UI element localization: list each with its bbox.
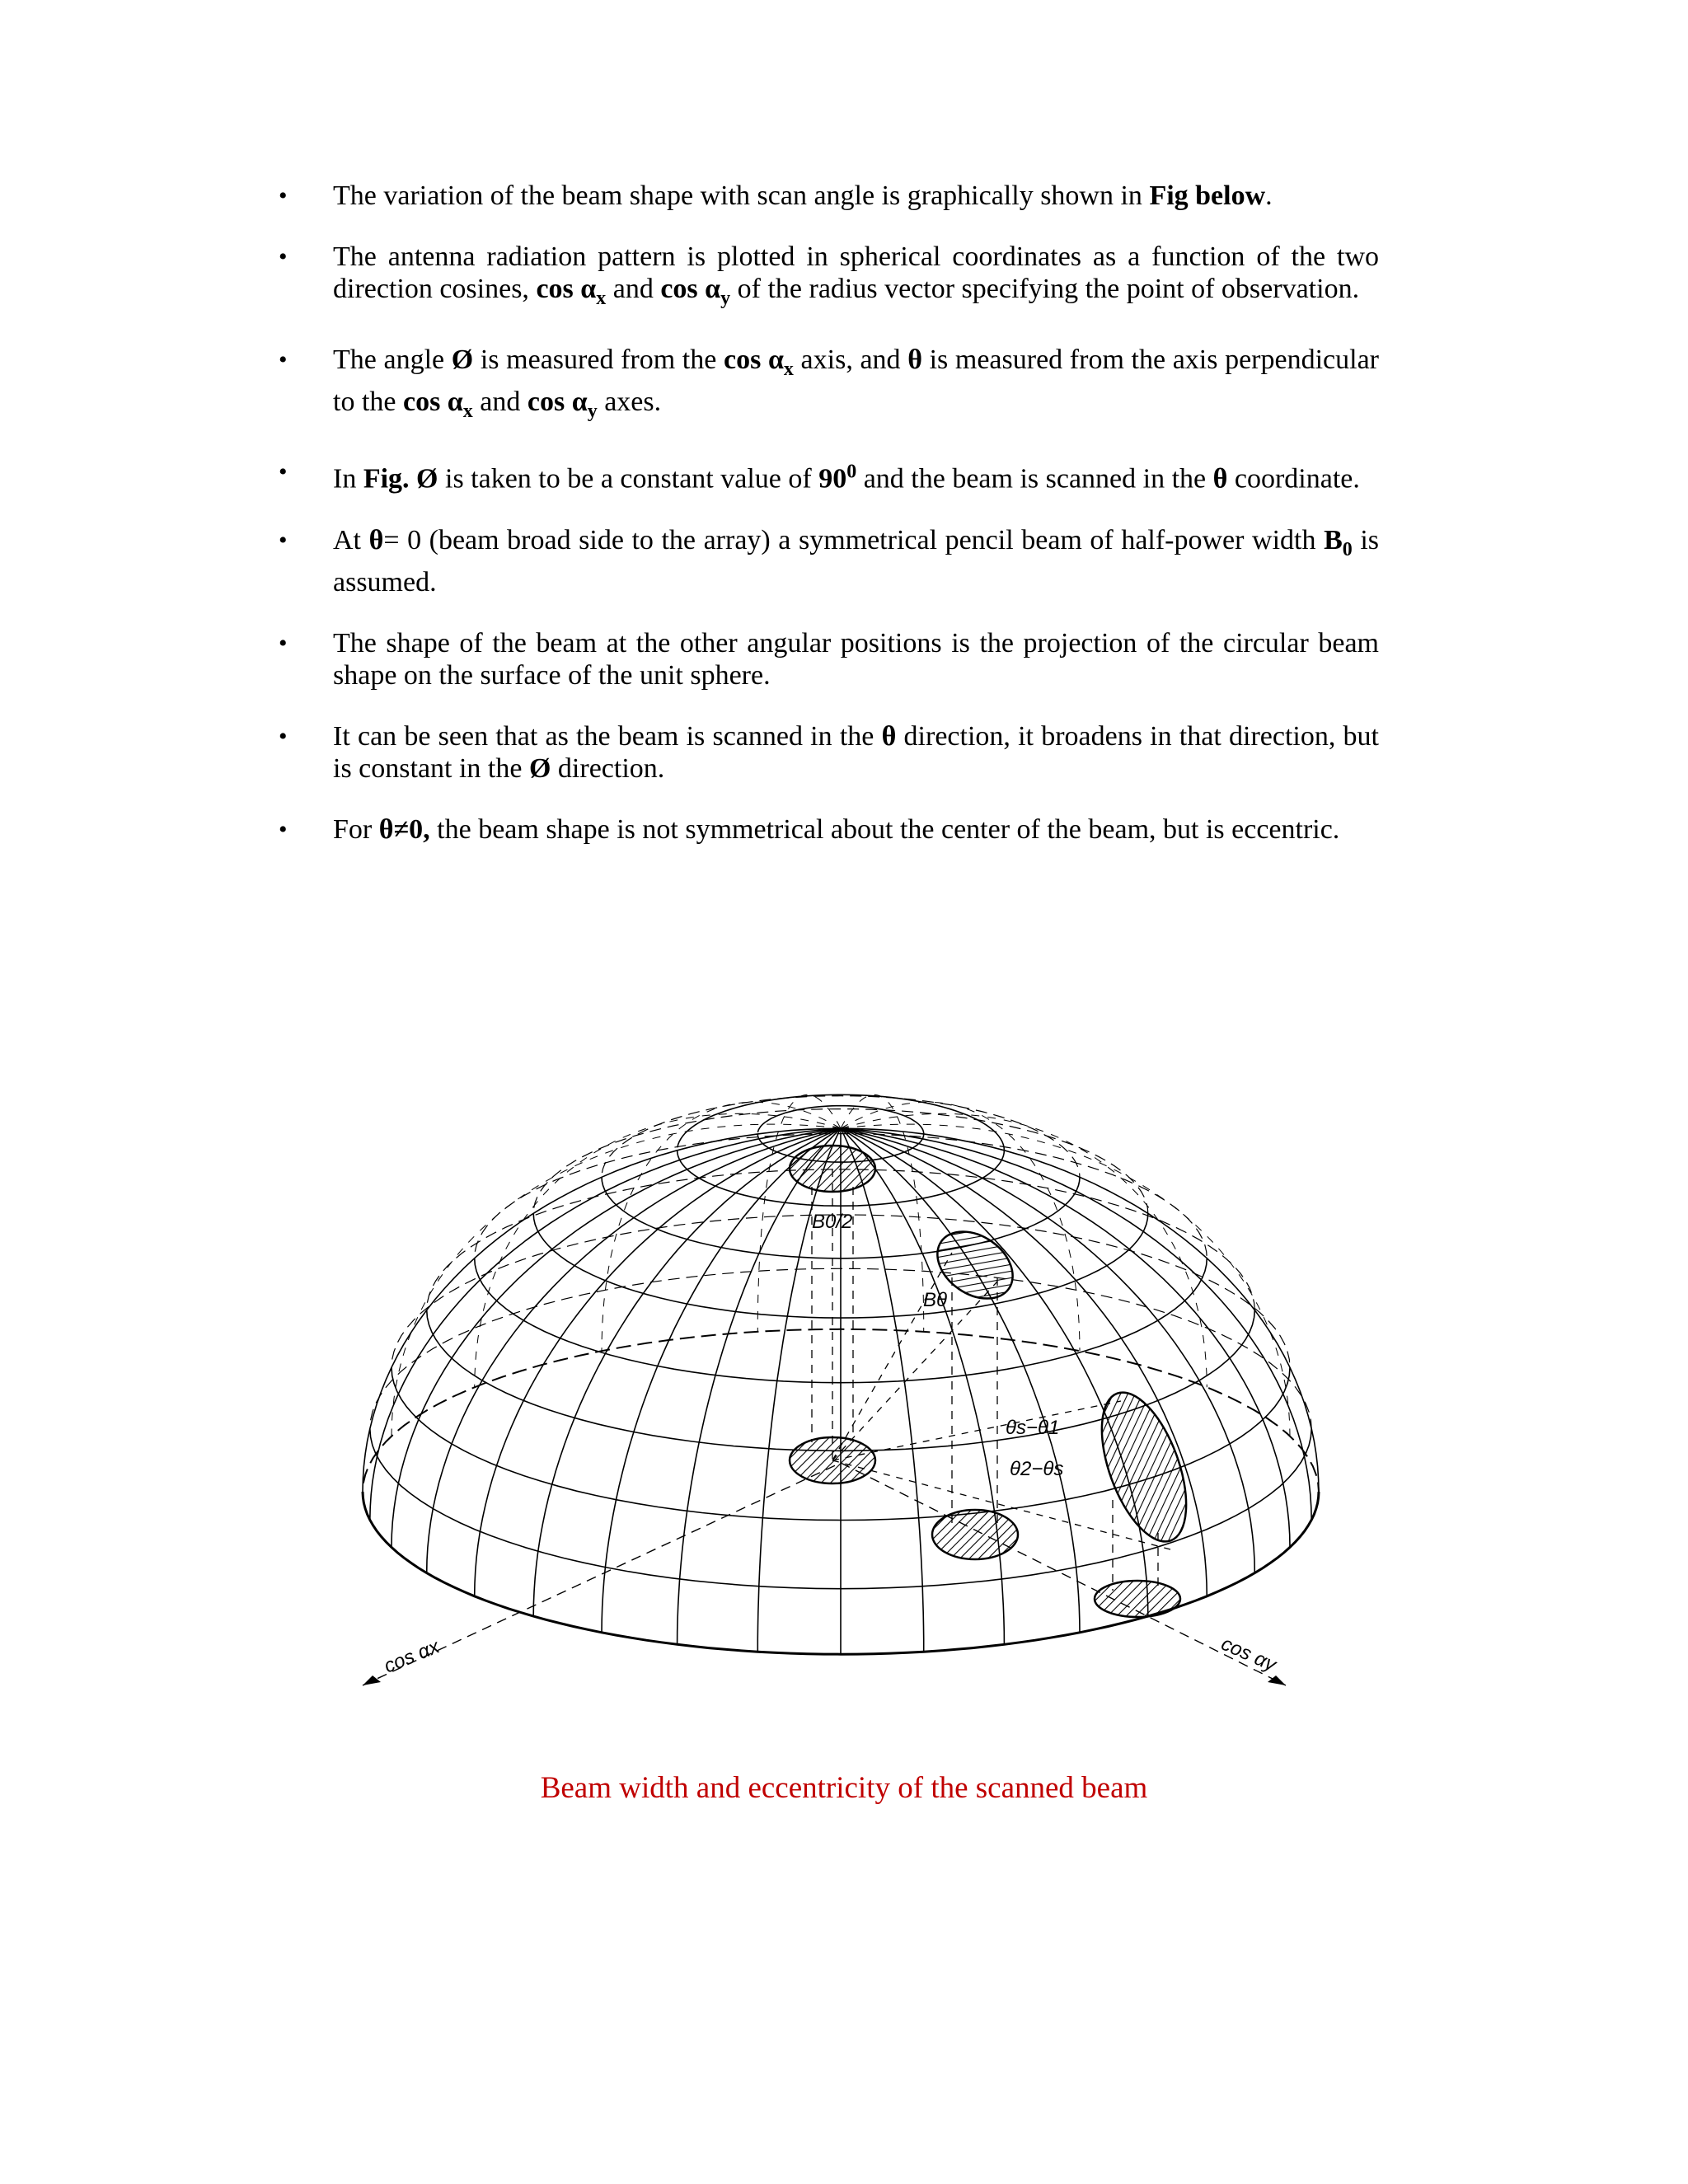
hemisphere-diagram: [346, 1071, 1368, 1714]
hemisphere-figure: [346, 1071, 1368, 1714]
bullet-item: • The variation of the beam shape with scan angle is graphically shown in Fig below.: [279, 180, 1379, 212]
axis-label-cos-ay: cos αy: [1217, 1632, 1280, 1676]
figure-caption: Beam width and eccentricity of the scanned beam: [540, 1771, 1148, 1805]
ray-line: [832, 1401, 1121, 1460]
bullet-item: • It can be seen that as the beam is scanned in the θ direction, it broadens in that direction, but is constant in the Ø direction.: [279, 720, 1379, 785]
label-b0-half: B0/2: [812, 1211, 853, 1233]
label-theta-2-theta-s: θ2−θs: [1010, 1458, 1064, 1480]
arrowhead: [363, 1675, 381, 1685]
meridian-line: [841, 1128, 1290, 1547]
bullet-list: [279, 180, 1379, 846]
meridian-line: [475, 1128, 841, 1596]
meridian-line: [363, 1128, 841, 1492]
label-btheta: Bθ: [923, 1289, 948, 1311]
beam-scanned-2-projection: [1095, 1581, 1180, 1617]
bullet-item: • At θ= 0 (beam broad side to the array) a symmetrical pencil beam of half-power width $B_0$ is assumed.: [279, 524, 1379, 598]
bullet-item: • For θ≠0, the beam shape is not symmetrical about the center of the beam, but is eccentric.: [279, 813, 1379, 846]
meridian-line: [841, 1128, 1319, 1492]
meridian-line: [392, 1128, 841, 1547]
beam-scanned-1-projection: [932, 1510, 1018, 1559]
meridian-line: [757, 1128, 841, 1652]
meridian-line: [533, 1128, 841, 1616]
bullet-item: • The antenna radiation pattern is plotted in spherical coordinates as a function of the two direction cosines, $\cos \alpha_x$ and $\cos \alpha_y$ of the radius vector specifying the point of observation.: [279, 241, 1379, 315]
arrowhead: [1268, 1675, 1286, 1685]
bullet-item: • The angle Ø is measured from the $\cos \alpha_x$ axis, and θ is measured from the axis perpendicular to the $\cos \alpha_x$ and $\cos \alpha_y$ axes.: [279, 344, 1379, 428]
axis-label-cos-ax: cos αx: [381, 1635, 443, 1678]
bullet-item: • In Fig. Ø is taken to be a constant value of $90^0$ and the beam is scanned in the θ coordinate.: [279, 456, 1379, 494]
label-theta-s-theta-1: θs−θ1: [1006, 1417, 1060, 1439]
ray-line: [832, 1253, 952, 1460]
bullet-item: • The shape of the beam at the other angular positions is the projection of the circular beam shape on the surface of the unit sphere.: [279, 627, 1379, 691]
